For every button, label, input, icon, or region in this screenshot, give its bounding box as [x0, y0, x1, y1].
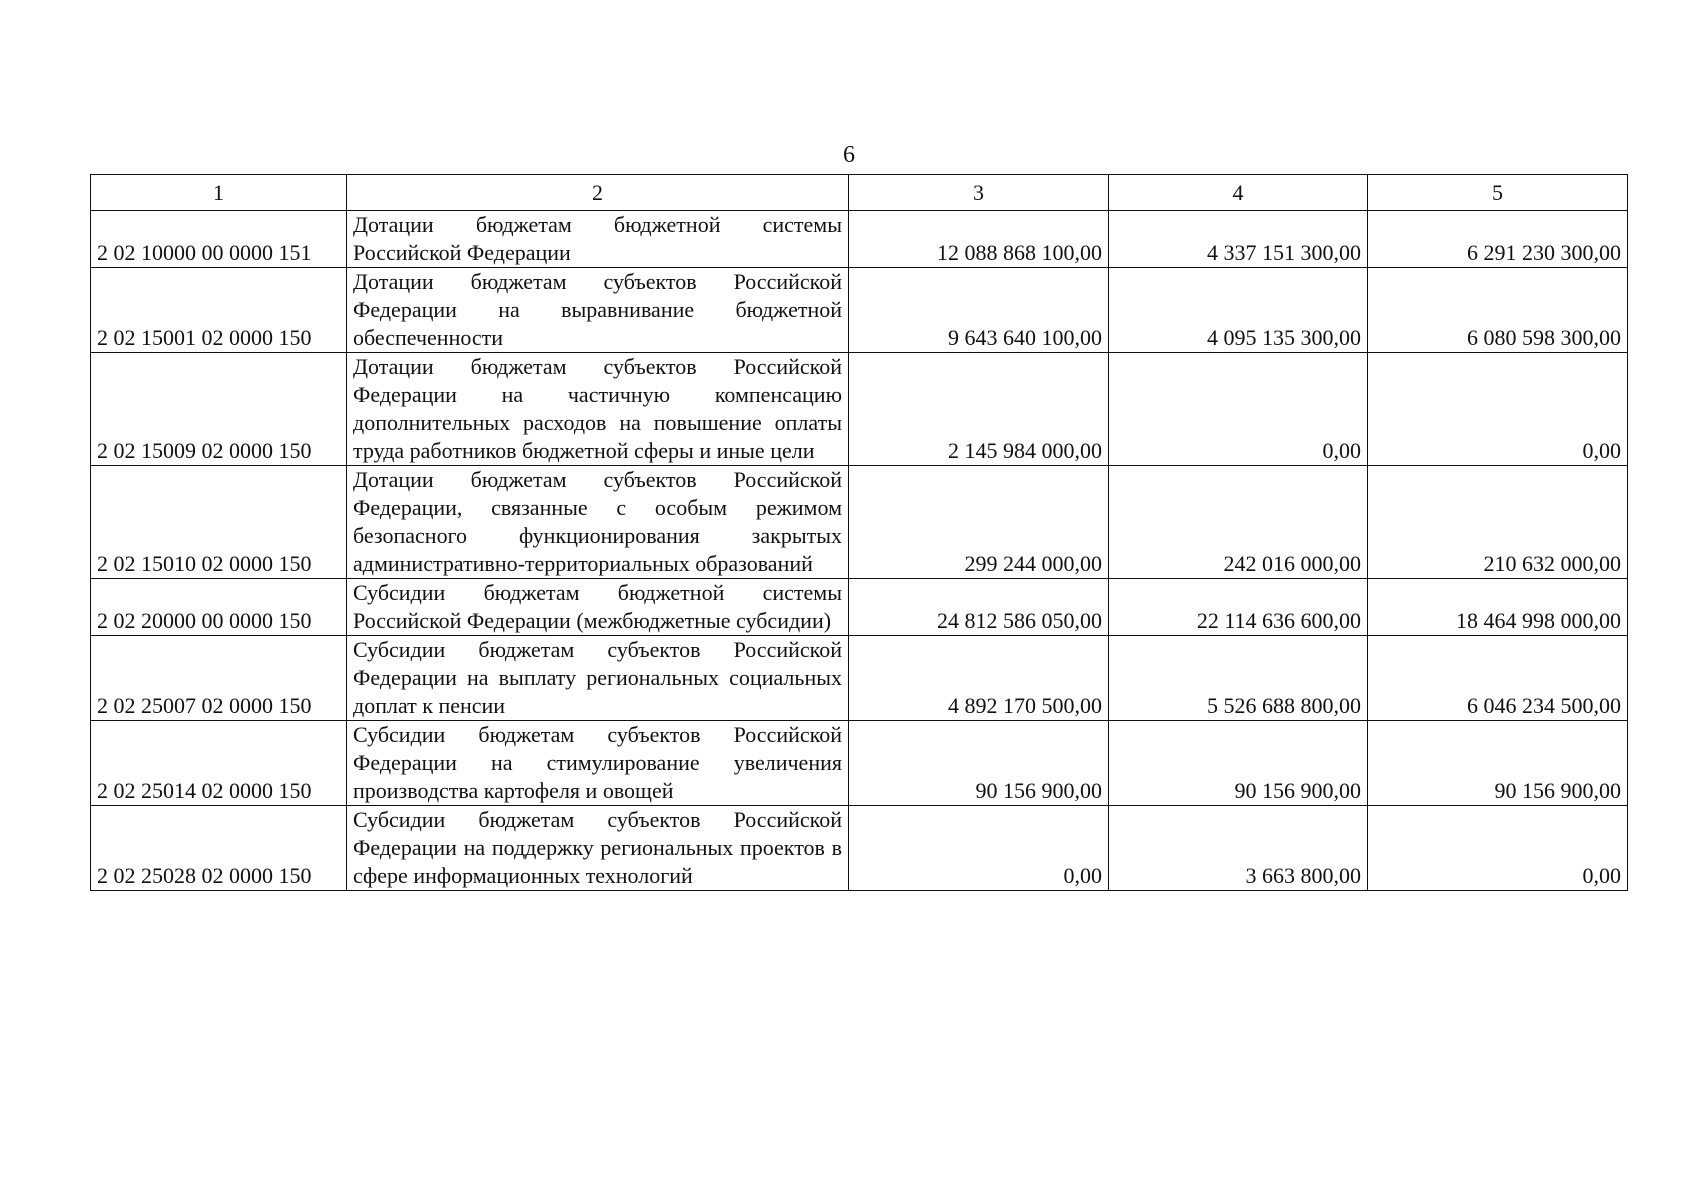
description-cell: Дотации бюджетам субъектов Российской Федерации, связанные с особым режимом безопасного функционирования закрытых административно-территориальных образований	[347, 466, 849, 579]
amount-col5-cell: 0,00	[1368, 806, 1628, 891]
amount-col3-cell: 90 156 900,00	[849, 721, 1109, 806]
table-row	[91, 636, 1628, 721]
table-row	[91, 353, 1628, 466]
column-header-2: 2	[347, 175, 849, 211]
budget-code-cell: 2 02 25028 02 0000 150	[91, 806, 347, 891]
amount-col5-cell: 6 291 230 300,00	[1368, 211, 1628, 268]
budget-code-cell: 2 02 15010 02 0000 150	[91, 466, 347, 579]
amount-col3-cell: 0,00	[849, 806, 1109, 891]
column-header-5: 5	[1368, 175, 1628, 211]
description-cell: Субсидии бюджетам субъектов Российской Федерации на поддержку региональных проектов в сфере информационных технологий	[347, 806, 849, 891]
table-row	[91, 721, 1628, 806]
column-header-4: 4	[1109, 175, 1368, 211]
description-cell: Субсидии бюджетам субъектов Российской Федерации на выплату региональных социальных доплат к пенсии	[347, 636, 849, 721]
amount-col5-cell: 6 080 598 300,00	[1368, 268, 1628, 353]
amount-col4-cell: 22 114 636 600,00	[1109, 579, 1368, 636]
amount-col5-cell: 6 046 234 500,00	[1368, 636, 1628, 721]
amount-col4-cell: 3 663 800,00	[1109, 806, 1368, 891]
amount-col4-cell: 90 156 900,00	[1109, 721, 1368, 806]
description-cell: Дотации бюджетам субъектов Российской Федерации на выравнивание бюджетной обеспеченности	[347, 268, 849, 353]
budget-code-cell: 2 02 10000 00 0000 151	[91, 211, 347, 268]
description-cell: Субсидии бюджетам бюджетной системы Российской Федерации (межбюджетные субсидии)	[347, 579, 849, 636]
amount-col4-cell: 0,00	[1109, 353, 1368, 466]
budget-revenue-table	[90, 174, 1628, 891]
amount-col4-cell: 242 016 000,00	[1109, 466, 1368, 579]
page-number: 6	[843, 142, 855, 168]
table-row	[91, 211, 1628, 268]
amount-col3-cell: 24 812 586 050,00	[849, 579, 1109, 636]
amount-col3-cell: 12 088 868 100,00	[849, 211, 1109, 268]
amount-col5-cell: 18 464 998 000,00	[1368, 579, 1628, 636]
amount-col3-cell: 4 892 170 500,00	[849, 636, 1109, 721]
description-cell: Дотации бюджетам субъектов Российской Федерации на частичную компенсацию дополнительных расходов на повышение оплаты труда работников бюджетной сферы и иные цели	[347, 353, 849, 466]
amount-col4-cell: 4 095 135 300,00	[1109, 268, 1368, 353]
amount-col3-cell: 9 643 640 100,00	[849, 268, 1109, 353]
description-cell: Дотации бюджетам бюджетной системы Российской Федерации	[347, 211, 849, 268]
table-row	[91, 579, 1628, 636]
budget-code-cell: 2 02 15001 02 0000 150	[91, 268, 347, 353]
amount-col5-cell: 0,00	[1368, 353, 1628, 466]
amount-col4-cell: 5 526 688 800,00	[1109, 636, 1368, 721]
column-header-1: 1	[91, 175, 347, 211]
budget-code-cell: 2 02 25014 02 0000 150	[91, 721, 347, 806]
table-row	[91, 466, 1628, 579]
amount-col3-cell: 2 145 984 000,00	[849, 353, 1109, 466]
table-header-row	[91, 175, 1628, 211]
table-row	[91, 806, 1628, 891]
budget-code-cell: 2 02 25007 02 0000 150	[91, 636, 347, 721]
amount-col5-cell: 90 156 900,00	[1368, 721, 1628, 806]
column-header-3: 3	[849, 175, 1109, 211]
amount-col4-cell: 4 337 151 300,00	[1109, 211, 1368, 268]
amount-col5-cell: 210 632 000,00	[1368, 466, 1628, 579]
table-row	[91, 268, 1628, 353]
budget-code-cell: 2 02 20000 00 0000 150	[91, 579, 347, 636]
amount-col3-cell: 299 244 000,00	[849, 466, 1109, 579]
budget-code-cell: 2 02 15009 02 0000 150	[91, 353, 347, 466]
description-cell: Субсидии бюджетам субъектов Российской Федерации на стимулирование увеличения производства картофеля и овощей	[347, 721, 849, 806]
